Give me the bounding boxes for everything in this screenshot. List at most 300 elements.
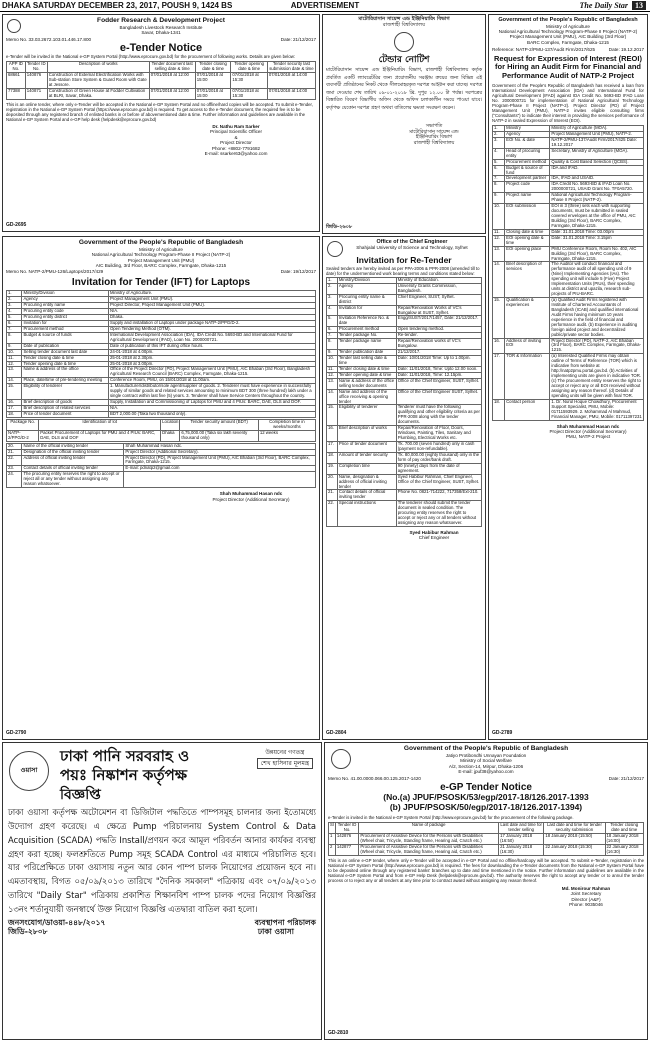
table-cell: 77388 xyxy=(7,88,26,99)
table-row xyxy=(493,246,644,262)
table-cell: 12 weeks xyxy=(258,430,315,441)
table-cell: 6,75,000.00 (Taka six lakh seventy thousand only) xyxy=(180,430,258,441)
table-cell: Name, designation & address of official inviting tender xyxy=(337,474,396,490)
natp-ministry: Ministry of Agriculture xyxy=(546,23,590,29)
ift-signer: Shah Muhammad Hasan ndc xyxy=(219,491,283,497)
wasa-slogan-2: শেখ হাসিনার মূলমন্ত্র xyxy=(257,758,313,769)
table-cell: 20. xyxy=(327,474,338,490)
fodder-heading: e-Tender Notice xyxy=(119,41,203,54)
table-cell: Project Director (PD), Project Management Unit (PMU), AIC Bhaban (3rd Floor), BARC Complex, Farmgate, Dhaka-1215. xyxy=(124,455,316,466)
natp-signature xyxy=(532,424,644,440)
ru-title: টেন্ডার নোটিশ xyxy=(378,54,430,65)
table-cell: Eligibility of tenderer xyxy=(22,384,109,400)
paper-name: The Daily Star xyxy=(579,1,628,10)
table-header-cell: Tender closing date & time xyxy=(195,62,231,73)
table-cell: Ministry of Agriculture. xyxy=(108,291,315,297)
jpuf-signer: Md. Monirour Rahman xyxy=(561,885,611,891)
table-cell: 5. xyxy=(7,315,22,321)
table-cell: 21 January 2018 (16:30) xyxy=(499,844,544,855)
table-cell: Secretary, Ministry of Agriculture (MOA). xyxy=(550,148,644,159)
table-cell: 11. xyxy=(7,355,22,361)
table-header-cell: Last date and time for tender selling xyxy=(500,821,542,832)
ift-date: Date: 19/12/2017 xyxy=(280,269,316,275)
table-cell: 8. xyxy=(493,182,505,193)
table-row xyxy=(493,399,644,420)
table-cell: 12. xyxy=(7,361,22,367)
wasa-notice-ad xyxy=(2,742,322,1040)
table-cell: Dhaka xyxy=(161,430,180,441)
table-cell: Date: 11/01/2018, Time: 12.15pm. xyxy=(396,372,481,378)
table-cell: Open tendering method. xyxy=(396,327,481,333)
table-cell: Designation of the official inviting tender xyxy=(22,449,124,455)
table-cell: Quality & Cost Based Selection (QCBS). xyxy=(550,159,644,165)
table-cell: Completion time xyxy=(337,463,396,474)
table-cell: 6. xyxy=(493,165,505,176)
table-cell: National Agricultural Technology Program-Phase II Project (NATP-2). xyxy=(550,193,644,204)
table-row xyxy=(493,204,644,230)
table-header-cell: Tender security amount (BDT) xyxy=(180,419,258,430)
table-row xyxy=(7,384,316,400)
jpuf-memo: Memo No. 41.00.0000.066.00.125.2017-1420 xyxy=(328,776,421,782)
table-cell: Project Director, Project Management Unit (PMU). xyxy=(108,303,315,309)
table-cell: 21/12/2017. xyxy=(396,350,481,356)
table-cell: 12. xyxy=(493,235,505,246)
jpuf-ministry: Ministry of Social Welfare xyxy=(460,758,512,764)
table-cell: Name and address of the office receiving & opening tender xyxy=(337,389,396,405)
table-cell: Shah Muhammad Hasan ndc. xyxy=(124,443,316,449)
natp-heading: Request for Expression of Interest (REOI) for Hiring an Audit Firm for Financial and Performance Audit of NATP-2 Project xyxy=(494,53,642,80)
fodder-tender-ad xyxy=(2,14,320,232)
ift-project: National Agricultural Technology Program-Phase II Project (NATP-2) xyxy=(91,252,231,258)
table-cell: Contact person xyxy=(505,399,550,420)
table-cell: Office of the Project Director (PD), Project Management Unit (PMU), AIC Bhaban (3rd Floor), Bangladesh Agricultural Research Council (BARC) Complex, Farmgate, Dhaka-1215. xyxy=(108,367,315,378)
jpuf-logo-icon xyxy=(331,749,351,769)
table-cell: 14. xyxy=(327,389,338,405)
table-cell: 4. xyxy=(493,148,505,159)
table-cell: Date: 10/01/2018 Time: Up to 1.00pm. xyxy=(396,356,481,367)
table-row xyxy=(493,137,644,148)
table-row xyxy=(493,298,644,339)
table-cell: Procurement of Assistive Device for the Persons with Disabilities (Wheel chair, Tricycle, Standing frame, Hearing aid, Crutch etc.) xyxy=(359,844,499,855)
sust-gd: GD-2804 xyxy=(326,730,347,737)
table-row xyxy=(7,430,316,441)
table-cell: 18. xyxy=(7,411,22,417)
table-cell: Ministry/Division xyxy=(337,277,396,283)
table-cell: Procurement method xyxy=(22,326,109,332)
table-header-cell: Last date and time for tender security submission xyxy=(544,822,605,833)
table-cell: Agency xyxy=(505,131,550,137)
table-header-cell: Identification of lot xyxy=(39,419,161,430)
table-cell: Office of the Chief Engineer, SUST, Sylhet. xyxy=(396,378,481,389)
jpuf-signature xyxy=(528,886,644,908)
jpuf-table xyxy=(328,822,644,856)
table-cell: 10. xyxy=(327,356,338,367)
jpuf-sig-line: Joint Secretary xyxy=(570,891,602,897)
table-row xyxy=(329,833,644,844)
section-title: ADVERTISEMENT xyxy=(290,1,360,10)
wasa-title-2: পয়ঃ নিষ্কাশন কর্তৃপক্ষ xyxy=(60,765,187,784)
table-cell: 142876 xyxy=(335,833,359,844)
table-cell: Tk. 700.00 (seven hundred) only in cash (payment non-refundable). xyxy=(396,442,481,453)
jpuf-sub-1: (No.(a) JPUF/PSOSK/53/egp/2017-18/126.2017-1393 xyxy=(383,792,589,803)
table-cell: 8. xyxy=(7,332,22,343)
table-cell: Project Director (Additional Secretary). xyxy=(124,449,316,455)
table-cell: EOI opening place xyxy=(505,246,550,262)
sust-retender-ad xyxy=(322,236,486,740)
sust-intro: Sealed tenders are hereby invited as per PPA-2006 & PPR-2008 (amended till to date) for the undermentioned work bearing terms and conditions stated below: xyxy=(326,265,480,276)
table-cell: Head of procuring entity xyxy=(505,148,550,159)
table-cell: 15. xyxy=(493,298,505,339)
table-cell: 8. xyxy=(327,339,338,350)
wasa-slogan xyxy=(257,749,313,769)
fodder-org: Bangladesh Livestock Research Institute xyxy=(119,24,203,30)
table-cell: Brief description of works xyxy=(337,426,396,442)
table-cell: Invitation for xyxy=(337,305,396,316)
table-cell: 22 January 2018 (15:30) xyxy=(544,844,605,855)
table-cell: 20. xyxy=(7,443,22,449)
fodder-body: This is an online tender, where only e-Tender will be accepted in the National e-GP System Portal and no offline/hard copies will be accepted. To submit e-Tender, registration in the National e-GP System Portal (https://www.eprocure.gov.bd) is required. To get access to the e-Tender document, the required fee is to be deposited through any registered branch of enlisted banks in or before of abovementioned date & time. Further information and guidelines are available in the National e-GP System Portal and e-GP help desk (helpdesk@eprocure.gov.bd) xyxy=(6,101,313,122)
table-header-cell: APP ID No. xyxy=(7,62,26,73)
table-header-row xyxy=(329,822,644,833)
table-cell: (a) Interested Qualified Firms may obtain outline of Terms of Reference (TOR) which is indicative from website at http://natp2pmu.portal.gov.bd. (b) Activities of implementing units are given in indicative TOR. (c) The procurement entity reserves the right to accept or reject any or all EOI received without assigning any reason thereof. (d) Details of spending units will be given with final TOR. xyxy=(550,354,644,399)
jpuf-address: A/2, Section-14, Mirpur, Dhaka-1206 xyxy=(448,763,524,769)
table-cell: 16. xyxy=(327,426,338,442)
table-cell: Address of official inviting tender xyxy=(22,455,124,466)
newspaper-header xyxy=(0,0,650,12)
table-cell: Invitation Reference No. & date xyxy=(337,316,396,327)
table-cell: 1. Manufacturer/distributor/sole agent/supplier of goods. 2. Tenderer must have experience in successfully supply of similar goods and related services amounting to minimum BDT 300 (three hundred) lakh under a single contract within last five (5) years. 3. Tenderer shall have Service Centers throughout the country. xyxy=(108,384,315,400)
table-cell: 22. xyxy=(327,501,338,527)
ru-univ: রাজশাহী বিশ্ববিদ্যালয় xyxy=(382,21,426,28)
table-cell: 07/01/2018 at 15:00 xyxy=(195,88,231,99)
table-cell: 15. xyxy=(7,384,22,400)
fodder-sig-line: E-mail: ssarker63@yahoo.com xyxy=(204,150,268,156)
table-row xyxy=(7,472,316,488)
ru-dept: মাটোরিয়াসান সায়েন্স এন্ড ইঞ্জিনিয়ারিং বিভাগ xyxy=(358,16,450,22)
fodder-date: Date: 21/12/2017 xyxy=(280,36,316,42)
fodder-signature xyxy=(156,124,316,156)
fodder-address: Savar, Dhaka-1341 xyxy=(141,30,181,36)
table-cell: 24. xyxy=(7,472,22,488)
page-number: 13 xyxy=(632,1,646,10)
table-cell: Name & address of the office xyxy=(22,367,109,378)
table-cell: 16. xyxy=(7,400,22,406)
table-cell: Closing date & time xyxy=(505,229,550,235)
table-cell: Tender closing date & time xyxy=(337,366,396,372)
table-cell: NATP-2/PPG/D-2 xyxy=(7,430,39,441)
wasa-notice-title: বিজ্ঞপ্তি xyxy=(60,786,101,803)
table-cell: Project code xyxy=(505,182,550,193)
table-row xyxy=(7,367,316,378)
table-cell: 3. xyxy=(7,303,22,309)
natp-pmu: Project Management Unit (PMU), AIC Building (3rd Floor) xyxy=(509,34,627,40)
table-cell: 18. xyxy=(493,399,505,420)
table-cell: The procuring entity reserves the right to accept or reject all or any tender without assigning any reason whatsoever. xyxy=(22,472,124,488)
table-cell: TOR & Information xyxy=(505,354,550,399)
ru-sig-line: ইঞ্জিনিয়ারিং বিভাগ xyxy=(415,135,453,141)
table-row xyxy=(493,148,644,159)
table-cell: Tender package No. xyxy=(337,333,396,339)
table-row xyxy=(7,73,316,89)
table-cell: 7. xyxy=(327,333,338,339)
table-cell: 2. xyxy=(493,131,505,137)
table-cell: Ministry of Education. xyxy=(396,277,481,283)
table-cell: Brief description of goods xyxy=(22,400,109,406)
table-row xyxy=(493,354,644,399)
table-cell: 11. xyxy=(493,229,505,235)
sust-office: Office of the Chief Engineer xyxy=(376,239,448,245)
sust-table xyxy=(326,277,482,527)
table-cell: Packet Procurement of Laptops for PMU and 4 PIUs: BARC, DAE, DLS and DOF xyxy=(39,430,161,441)
ift-sig-line: Project Director (Additional Secretary) xyxy=(212,496,290,502)
natp-table xyxy=(492,125,644,421)
table-cell: Tender opening date & time xyxy=(337,372,396,378)
table-row xyxy=(327,283,482,294)
table-cell: 19. xyxy=(327,463,338,474)
table-cell: 4. xyxy=(327,305,338,316)
table-cell: 25-01-2018 at 2.30pm. xyxy=(108,355,315,361)
table-row xyxy=(493,262,644,298)
table-cell: 23. xyxy=(7,466,22,472)
table-cell: 07/01/2018 at 12:00 xyxy=(149,88,195,99)
ift-signature xyxy=(186,491,316,502)
sust-sig-line: Chief Engineer xyxy=(418,535,450,541)
jpuf-body: This is an online e-GP tender, where only e-Tender will be accepted in e-GP Portal and no offline/hardcopy will be accepted. To submit e-Tender, registration in the National e-GP System Portal (http://www.eprocure.gov.bd) is required. The fees for downloading the e-Tender documents from the National e-GP System Portal have to be deposited online through any registered banks' branches up to date and time mentioned in the notice. Further information and guidelines are available in the National e-GP System Portal and from e-GP Help Desk (helpdesk@eprocure.gov.bd). The authority reserves the right to accept any tender or to annul the tender process or to reject any or all tenders at any time prior to contract award without assigning any reason thereof. xyxy=(328,857,644,883)
table-cell: 1 xyxy=(329,833,336,844)
jpuf-gov: Government of the People's Republic of Bangladesh xyxy=(403,745,569,752)
table-cell: Date of publication of this IFT during office hours. xyxy=(108,343,315,349)
table-cell: N/A. xyxy=(108,309,315,315)
table-cell: Contact details of official inviting tender xyxy=(22,466,124,472)
table-cell: Re-tender. xyxy=(396,333,481,339)
table-cell: University Grants Commission, Bangladesh. xyxy=(396,283,481,294)
ift-package-table xyxy=(6,419,316,442)
table-row xyxy=(327,356,482,367)
table-header-row xyxy=(7,419,316,430)
table-cell: Procurement of Assistive Device for the Persons with Disabilities (Wheel chair, Tricycle, Standing frame, Hearing aid, Crutch etc.) xyxy=(359,833,499,844)
sust-signature xyxy=(386,530,482,541)
wasa-logo-icon xyxy=(9,751,49,791)
table-cell: 2. xyxy=(327,283,338,294)
table-cell: Contact details of official inviting tender xyxy=(337,490,396,501)
table-cell: Tenderer must have the following qualifying and other eligibility criteria as per PPR-2008 along with the tender documents. xyxy=(397,404,480,425)
table-header-cell: Tender closing date and time xyxy=(605,822,644,833)
table-cell: 25-01-2018 at 3.00pm. xyxy=(108,361,315,367)
table-cell: 3. xyxy=(493,137,505,148)
table-cell: 12. xyxy=(327,372,338,378)
sust-univ: Shahjalal University of Science and Technology, Sylhet xyxy=(356,245,468,251)
table-header-cell: Name of package xyxy=(359,822,499,833)
table-cell: 142877 xyxy=(335,844,359,855)
table-cell: Construction of Green House at Fodder Cultivation at BLRI, Savar, Dhaka. xyxy=(47,88,149,99)
table-cell: Engg/SUST/2017/1457, Date: 21/12/2017. xyxy=(396,316,481,327)
table-cell: 21. xyxy=(327,490,338,501)
ift-ministry: Ministry of Agriculture xyxy=(139,246,183,252)
table-cell: IDA, IFAD and USAID. xyxy=(550,176,644,182)
natp-address: BARC Complex, Farmgate, Dhaka-1215 xyxy=(527,39,609,45)
table-cell: Place, date/time of pre-tendering meeting xyxy=(22,378,109,384)
wasa-org: ঢাকা ওয়াসা xyxy=(257,926,294,936)
table-cell: Supply, Installation and Commissioning of Laptops for PMU and 4 PIUs: BARC, DAE, DLS and DOF. xyxy=(108,400,315,406)
table-cell: 24-01-2018 at 4.00pm. xyxy=(108,349,315,355)
table-row xyxy=(327,426,482,442)
fodder-sig-line: Project Director xyxy=(220,140,252,146)
fodder-gd: GD-2695 xyxy=(6,222,27,229)
ift-gd: GD-2790 xyxy=(6,730,27,737)
table-cell: E-mail: pdnatp2@gmail.com xyxy=(124,466,316,472)
table-cell: 07/01/2018 at 15:30 xyxy=(231,73,267,89)
table-row xyxy=(327,405,482,426)
sust-signer: Syed Habibur Rahman xyxy=(409,530,459,536)
table-cell: Phone No. 0821-714222, 717358/Ext-210. xyxy=(396,490,481,501)
table-row xyxy=(493,193,644,204)
table-cell: Open Tendering Method (OTM). xyxy=(108,326,315,332)
table-cell: Procuring entity code xyxy=(22,309,109,315)
table-cell: Chief Engineer, SUST, Sylhet. xyxy=(396,294,481,305)
table-cell: IDA and IFAD. xyxy=(550,165,644,176)
table-cell: Agency xyxy=(22,297,109,303)
table-cell: International Development Association (IDA), IDA Credit No. 5693-BD and International Fund for Agricultural Development (IFAD), Loan No. 2000000721. xyxy=(108,332,315,343)
table-cell: 22. xyxy=(7,455,22,466)
table-row xyxy=(327,389,482,405)
wasa-memo: জনসংযোগ/ডাওয়া-৪৪৮/২০১৭ xyxy=(8,917,106,927)
table-cell: Procurement method xyxy=(337,327,396,333)
table-cell: Date: 11/01/2018, Time: Upto 12.00 noon. xyxy=(396,366,481,372)
table-cell: Development partner xyxy=(505,176,550,182)
table-cell: Project Management Unit (PMU), NATP-2. xyxy=(550,131,644,137)
table-cell: 18. xyxy=(327,452,338,463)
table-cell: EOI in 3 (three) sets each with supporting documents, must be submitted in sealed covered envelopes at the office of PMU, AIC Building (3rd Floor), BARC Complex, Farmgate, Dhaka-1215. xyxy=(550,204,644,230)
ift-official-table xyxy=(6,443,316,489)
table-cell: EOI opening date & time xyxy=(505,235,550,246)
table-cell: Repair/Renovation of Floor, Doors, Windows, Painting, Tiles, Sanitary and Plumbing, Electrical Works etc. xyxy=(396,426,481,442)
table-cell: Tk. 80,000.00 (eighty thousand) only in the form of pay order/bank draft. xyxy=(396,452,481,463)
table-cell: 07/01/2018 at 14:00 xyxy=(267,73,315,89)
table-cell: Syed Habibur Rahman, Chief Engineer, Office of the Chief Engineer, SUST, Sylhet. xyxy=(396,474,481,490)
wasa-slogan-1: উন্নয়নের গণতন্ত্র xyxy=(265,749,305,756)
table-cell: 07/01/2018 at 14:00 xyxy=(267,88,315,99)
table-cell: 9. xyxy=(493,193,505,204)
table-header-cell: Tender opening date & time xyxy=(231,62,267,73)
table-row xyxy=(327,463,482,474)
table-cell: 1. Dr. Nurul Hoque Chowdhury, Procurement Support Specialist, PMU, Mobile: 01711593929. 2. Mohammad Al Mahmud, Financial Manager, PMU, Mobile: 01711397231 xyxy=(551,398,642,419)
fodder-sig-line: Phone: +8802-7791682 xyxy=(211,145,261,151)
table-cell: Special instructions xyxy=(337,501,396,527)
sust-heading: Invitation for Re-Tender xyxy=(356,254,452,265)
natp-date: Date: 19.12.2017 xyxy=(608,47,644,53)
table-cell: (a) Qualified Audit Firms registered with Institute of Chartered Accountants of Bangladesh (ICAB) and qualified international Audit Firms having minimum 10 years experience in the field of financial and performance audit. (b) Experience in auditing foreign aided project and decentralized public/private sector bodies. xyxy=(550,298,644,339)
table-cell: 13. xyxy=(327,378,338,389)
natp-signer: Shah Muhammad Hasan ndc xyxy=(556,423,620,429)
wasa-signer: ব্যবস্থাপনা পরিচালক xyxy=(254,917,316,927)
table-row xyxy=(493,182,644,193)
table-cell: 17. xyxy=(493,354,505,399)
natp-reoi-ad xyxy=(488,14,648,740)
jpuf-sig-line: Phone: 9035046 xyxy=(569,902,603,908)
table-cell: Date of publication xyxy=(22,343,109,349)
fodder-sig-line: Principal Scientific Officer xyxy=(210,129,262,135)
table-cell: 68661 xyxy=(7,73,26,89)
table-cell: Selling tender document last date xyxy=(22,349,109,355)
table-header-cell: Package No. xyxy=(7,419,39,430)
table-cell: Brief description of services xyxy=(505,262,550,298)
table-row xyxy=(327,452,482,463)
table-cell: 10. xyxy=(7,349,22,355)
table-cell: 17 January 2018 (16:50) xyxy=(499,833,544,844)
table-cell: Tender last selling date & time xyxy=(337,356,396,367)
table-cell: Eligibility of tenderer xyxy=(337,405,396,426)
table-cell: 07/01/2018 at 15:00 xyxy=(195,73,231,89)
blri-logo-icon xyxy=(7,19,21,33)
table-cell: 18 January 2018 (16:00) xyxy=(605,833,644,844)
table-cell: 10. xyxy=(493,204,505,230)
table-cell: Agency xyxy=(337,283,396,294)
table-cell: Repair/Renovation Works of VC's Bungalow at SUST, Sylhet. xyxy=(396,305,481,316)
table-cell: 2 xyxy=(329,844,336,855)
natp-gd: GD-2789 xyxy=(492,730,513,737)
table-header-cell: Location xyxy=(161,419,180,430)
fodder-signer: Dr. Nathu Ram Sarker xyxy=(212,123,260,129)
sust-logo-icon xyxy=(327,241,343,257)
table-cell: Conference Room, PMU, on 15/01/2018 at 11.00am. xyxy=(108,378,315,384)
table-row xyxy=(7,332,316,343)
wasa-gd: জিডি-২৮০৮ xyxy=(8,926,48,936)
ru-tender-ad xyxy=(322,14,486,234)
ift-heading: Invitation for Tender (IFT) for Laptops xyxy=(71,276,251,288)
table-row xyxy=(327,378,482,389)
table-cell: Project Management Unit (PMU). xyxy=(108,297,315,303)
table-row xyxy=(327,316,482,327)
fodder-memo: Memo No. 33.03.2672.103.01.446.17.800 xyxy=(6,36,92,42)
jpuf-date: Date: 21/12/2017 xyxy=(608,776,644,782)
table-row xyxy=(327,294,482,305)
table-cell: The tenderer should submit the tender document in sealed condition. The procuring entity reserves the right to accept or reject any or all tenders without assigning any reason whatsoever. xyxy=(396,501,481,527)
table-row xyxy=(493,235,644,246)
table-header-cell: Tender security last submission date & time xyxy=(269,61,314,72)
table-cell: 7. xyxy=(7,326,22,332)
natp-sig-line: Project Director (Additional Secretary) xyxy=(549,428,627,434)
table-cell: Budget & source of fund xyxy=(505,165,550,176)
table-row xyxy=(329,844,644,855)
wasa-title-1: ঢাকা পানি সরবরাহ ও xyxy=(60,747,190,765)
table-cell: Project Director (PD), NATP-2, AIC Bhaban (3rd Floor), BARC Complex, Farmgate, Dhaka-1215. xyxy=(550,338,644,354)
table-cell: 14. xyxy=(7,378,22,384)
table-row xyxy=(7,455,316,466)
table-cell: Address of inviting EOI xyxy=(505,338,550,354)
jpuf-intro: e-Tender is invited in the National e-GP System Portal (http://www.eprocure.gov.bd) for the procurement of the following package. xyxy=(328,814,574,820)
jpuf-email: E-mail: jpuf38@yahoo.com xyxy=(458,768,514,774)
masthead xyxy=(580,1,646,10)
table-row xyxy=(327,442,482,453)
table-cell: Tender package name xyxy=(337,339,396,350)
jpuf-gd: GD-2810 xyxy=(328,1030,349,1037)
table-cell: 90 (ninety) days from the date of agreement. xyxy=(396,463,481,474)
table-cell: 17. xyxy=(7,406,22,412)
table-cell: 18 January 2018 (15:50) xyxy=(544,833,605,844)
jpuf-sub-2: (b) JPUF/PSOSK/50/egp/2017-18/126.2017-1394) xyxy=(389,802,583,813)
natp-ref: Reference: NATP-2/PMU-137/Audit Firm/2017/625 xyxy=(492,47,596,53)
table-row xyxy=(493,338,644,354)
table-cell: Date: 31.01.2018 Time: 03.00pm xyxy=(550,229,644,235)
natp-project: National Agricultural Technology Program-Phase II Project (NATP-2) xyxy=(498,29,638,34)
table-header-cell: Tender ID No. xyxy=(26,61,46,72)
table-cell: Procuring entity name & district xyxy=(337,294,396,305)
table-cell: 7. xyxy=(493,176,505,182)
table-cell: 6. xyxy=(327,327,338,333)
table-cell: Construction of External Electrification Works with Sub-station Store System & Guard Room with Gate at Jessore. xyxy=(47,73,149,89)
jpuf-egp-ad xyxy=(324,742,648,1040)
ru-gd: জিডি-২৬০৮ xyxy=(326,224,353,231)
